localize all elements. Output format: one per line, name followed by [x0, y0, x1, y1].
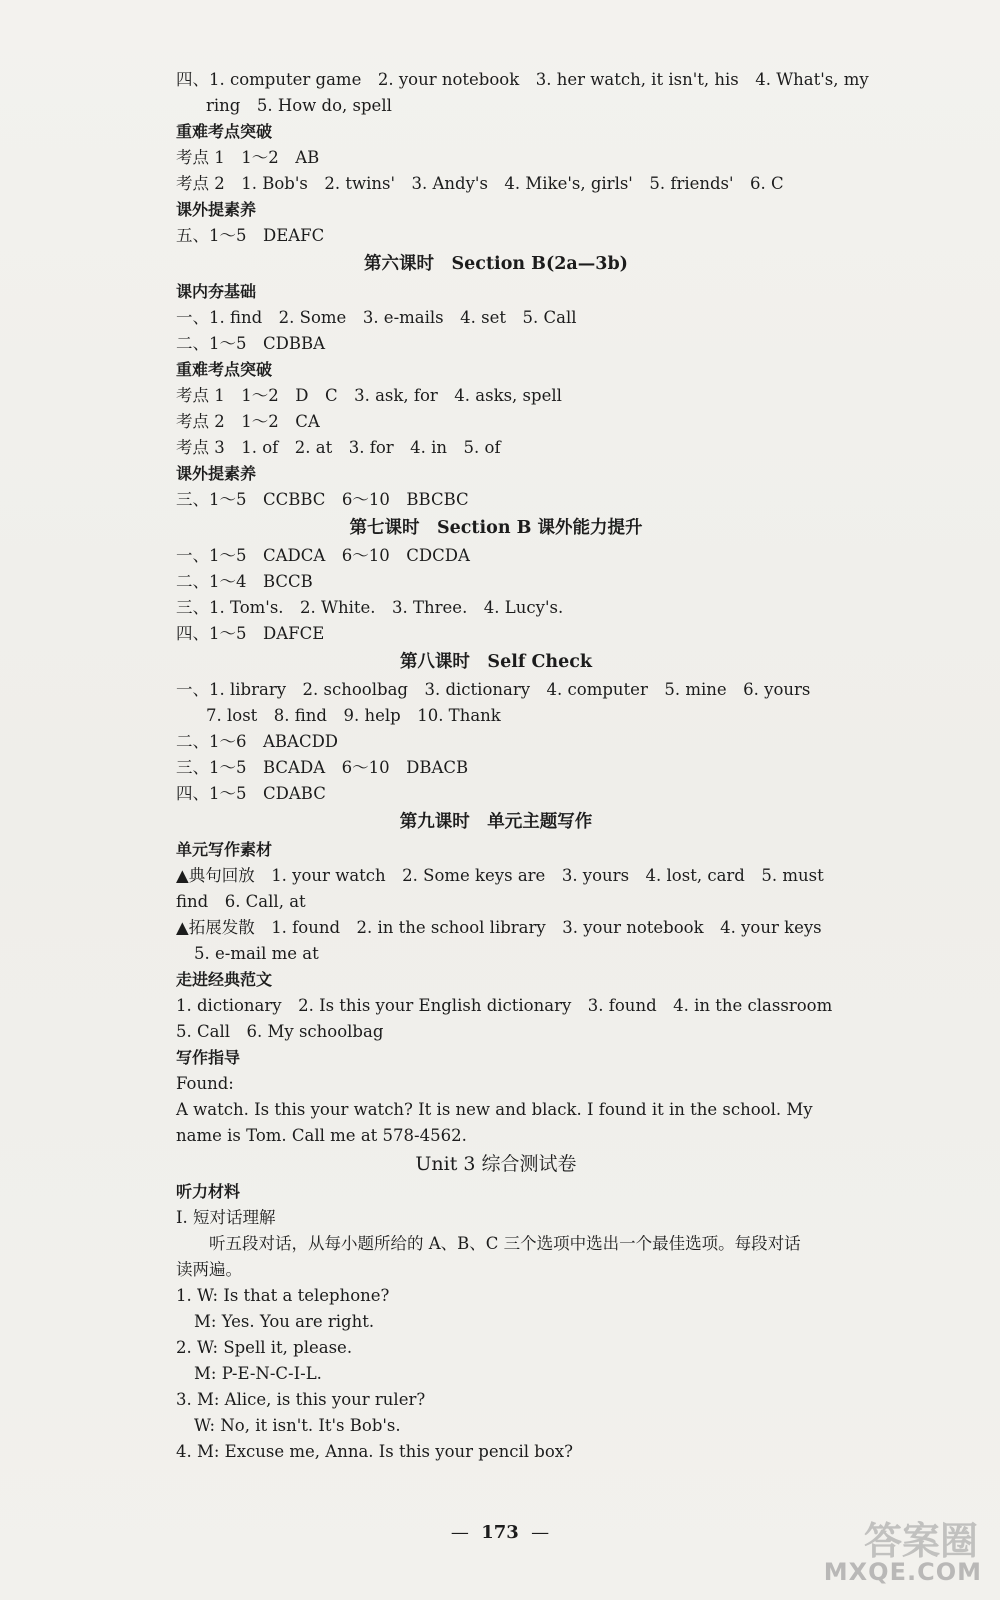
subsection-label: 重难考点突破 — [176, 360, 273, 379]
subsection-label: 写作指导 — [176, 1048, 241, 1067]
subsection-label: 听力材料 — [176, 1182, 241, 1201]
answer-line: 3. M: Alice, is this your ruler? — [176, 1390, 426, 1409]
watermark-logo — [812, 1510, 982, 1590]
watermark-text: MXQE.COM — [823, 1558, 982, 1586]
answer-line: 四、1～5 DAFCE — [176, 624, 325, 643]
answer-line: W: No, it isn't. It's Bob's. — [194, 1416, 401, 1435]
answer-line: 二、1～5 CDBBA — [176, 334, 326, 353]
answer-line: 4. M: Excuse me, Anna. Is this your pencil box? — [176, 1442, 573, 1461]
section-heading: 第七课时 Section B 课外能力提升 — [349, 518, 643, 538]
answer-line: Found: — [176, 1074, 234, 1093]
answer-line: 2. W: Spell it, please. — [176, 1338, 353, 1357]
answer-line: 五、1～5 DEAFC — [176, 226, 325, 245]
subsection-label: 单元写作素材 — [176, 840, 273, 859]
answer-line: ring 5. How do, spell — [206, 96, 392, 115]
answer-line: 考点 3 1. of 2. at 3. for 4. in 5. of — [176, 438, 501, 457]
subsection-label: 走进经典范文 — [176, 970, 273, 989]
subsection-label: 重难考点突破 — [176, 122, 273, 141]
page-number-dash-left: — — [450, 1522, 469, 1543]
answer-line: M: P-E-N-C-I-L. — [194, 1364, 322, 1383]
answer-line: M: Yes. You are right. — [194, 1312, 375, 1331]
answer-line: 5. e-mail me at — [194, 944, 319, 963]
section-heading: 第六课时 Section B(2a—3b) — [364, 254, 628, 274]
answer-line: Ⅰ. 短对话理解 — [176, 1208, 276, 1227]
answer-line: 考点 2 1. Bob's 2. twins' 3. Andy's 4. Mike's, girls' 5. friends' 6. C — [176, 174, 784, 193]
subsection-label: 课内夯基础 — [176, 282, 257, 301]
answer-line: 四、1. computer game 2. your notebook 3. her watch, it isn't, his 4. What's, my — [176, 70, 869, 89]
answer-line: 考点 1 1～2 AB — [176, 148, 320, 167]
section-heading: 第九课时 单元主题写作 — [399, 812, 593, 832]
paragraph: A watch. Is this your watch? It is new and black. I found it in the school. My name is Tom. Call me at 578-4562. — [176, 1100, 813, 1145]
page-number-dash-right: — — [531, 1522, 550, 1543]
unit-heading: Unit 3 综合测试卷 — [415, 1153, 577, 1175]
answer-line: 三、1. Tom's. 2. White. 3. Three. 4. Lucy's. — [176, 598, 564, 617]
answer-line: 7. lost 8. find 9. help 10. Thank — [206, 706, 501, 725]
page-number-value: 173 — [481, 1522, 519, 1543]
answer-line: 三、1～5 BCADA 6～10 DBACB — [176, 758, 469, 777]
answer-key-content — [176, 67, 869, 1465]
paragraph: 听五段对话，从每小题所给的 A、B、C 三个选项中选出一个最佳选项。每段对话读两遍。 — [176, 1234, 801, 1279]
answer-line: 四、1～5 CDABC — [176, 784, 326, 803]
answer-line: 考点 1 1～2 D C 3. ask, for 4. asks, spell — [176, 386, 562, 405]
answer-line: 1. dictionary 2. Is this your English dictionary 3. found 4. in the classroom — [176, 996, 833, 1015]
answer-line: ▲典句回放 1. your watch 2. Some keys are 3. yours 4. lost, card 5. must — [176, 866, 824, 885]
answer-line: ▲拓展发散 1. found 2. in the school library 3. your notebook 4. your keys — [176, 918, 822, 937]
subsection-label: 课外提素养 — [176, 200, 257, 219]
answer-line: 二、1～6 ABACDD — [176, 732, 339, 751]
answer-line: 考点 2 1～2 CA — [176, 412, 320, 431]
answer-line: 一、1. find 2. Some 3. e-mails 4. set 5. Call — [176, 308, 577, 327]
answer-line: 1. W: Is that a telephone? — [176, 1286, 390, 1305]
answer-line: 一、1. library 2. schoolbag 3. dictionary 4. computer 5. mine 6. yours — [176, 680, 811, 699]
answer-line: find 6. Call, at — [176, 892, 306, 911]
answer-line: 5. Call 6. My schoolbag — [176, 1022, 384, 1041]
answer-line: 一、1～5 CADCA 6～10 CDCDA — [176, 546, 470, 565]
watermark-cn: 答案圈 — [863, 1519, 978, 1563]
answer-line: 二、1～4 BCCB — [176, 572, 313, 591]
section-heading: 第八课时 Self Check — [399, 652, 593, 672]
subsection-label: 课外提素养 — [176, 464, 257, 483]
answer-line: 三、1～5 CCBBC 6～10 BBCBC — [176, 490, 469, 509]
